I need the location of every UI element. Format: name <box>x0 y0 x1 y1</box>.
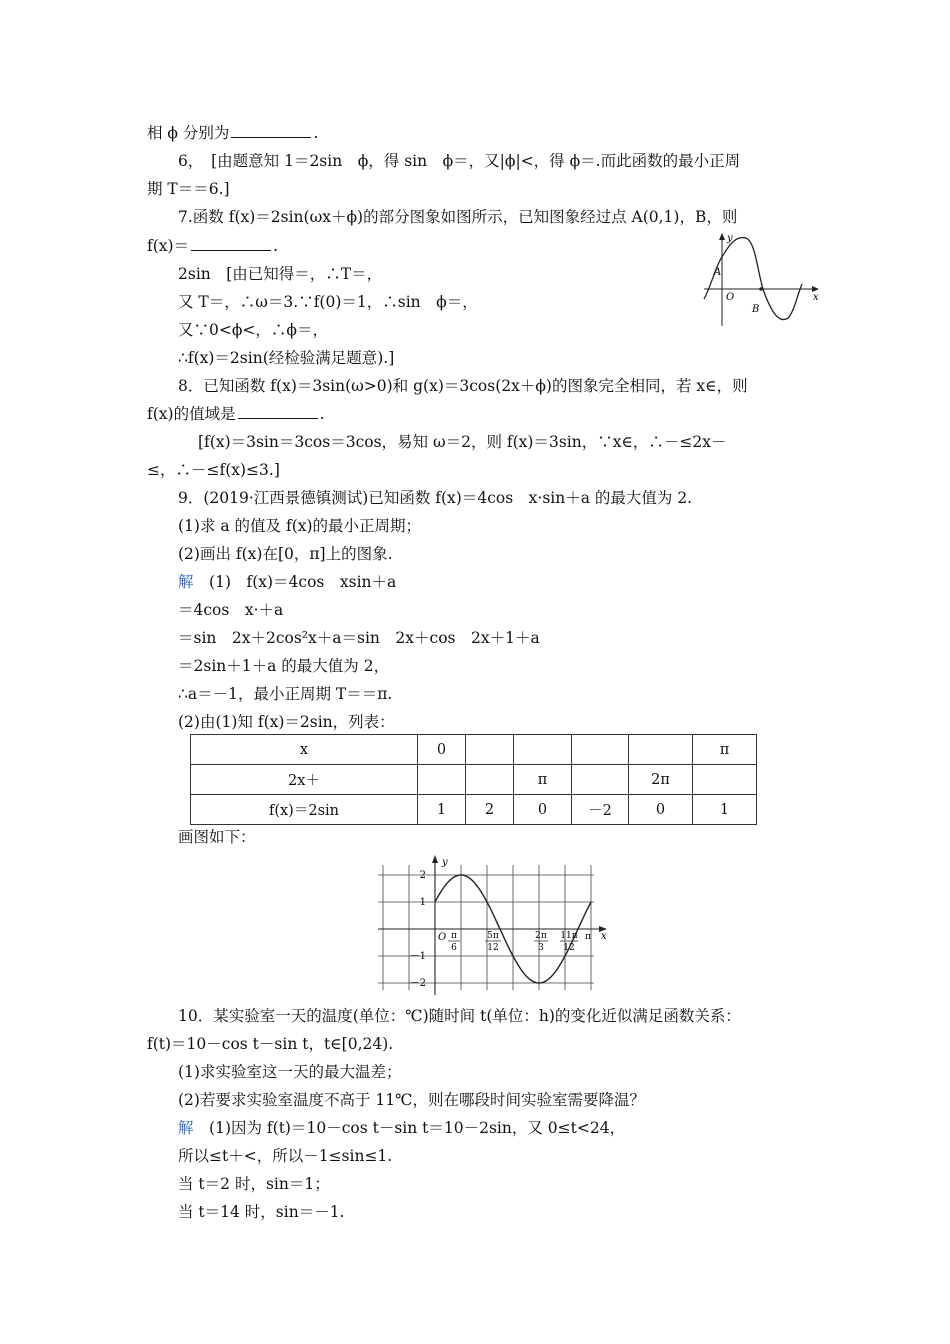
text-line: ＝4cos x·＋a <box>178 601 284 619</box>
y-tick-label: 1 <box>419 897 426 908</box>
text-line: (1)求实验室这一天的最大温差； <box>178 1063 402 1081</box>
table-cell: 2π <box>629 765 693 795</box>
table-cell: π <box>514 765 572 795</box>
text-line: 7.函数 f(x)＝2sin(ωx＋ϕ)的部分图象如图所示，已知图象经过点 A(0,1)，B，则 <box>178 208 738 226</box>
table-cell <box>693 765 757 795</box>
y-tick-label: －1 <box>409 951 426 962</box>
y-tick-label: －2 <box>409 978 426 989</box>
point-b <box>759 287 763 291</box>
x-tick-label: 5π <box>487 931 499 941</box>
text-line: 8．已知函数 f(x)＝3sin(ω>0)和 g(x)＝3cos(2x＋ϕ)的图象完全相同，若 x∈，则 <box>178 377 748 395</box>
text-line: ∴f(x)＝2sin(经检验满足题意).] <box>178 349 395 367</box>
sine-figure-small <box>700 228 825 328</box>
table-cell <box>629 735 693 765</box>
text-line: 2sin [由已知得＝，∴T＝， <box>178 265 383 283</box>
x-tick-label: π <box>585 932 591 942</box>
table-cell: 2x＋ <box>191 765 418 795</box>
y-axis-arrow-icon <box>719 233 725 240</box>
table-cell: －2 <box>572 795 629 825</box>
text-line: 所以≤t＋<，所以－1≤sin≤1. <box>178 1147 393 1165</box>
origin-label: O <box>726 292 735 303</box>
table-cell <box>418 765 466 795</box>
text-line: (1)求 a 的值及 f(x)的最小正周期； <box>178 517 422 535</box>
text-line: 10．某实验室一天的温度(单位：℃)随时间 t(单位：h)的变化近似满足函数关系： <box>178 1007 741 1025</box>
table-cell <box>466 765 514 795</box>
origin-label: O <box>438 932 447 943</box>
text-line: (2)由(1)知 f(x)＝2sin，列表： <box>178 713 395 731</box>
table-cell: 0 <box>418 735 466 765</box>
x-tick-label: 12 <box>487 943 499 953</box>
text-line: (2)画出 f(x)在[0，π]上的图象. <box>178 545 393 563</box>
solution-label: 解 <box>178 573 194 591</box>
text-line: f(x)＝ . <box>147 237 279 255</box>
x-tick-label: π <box>451 931 457 941</box>
table-cell: 1 <box>418 795 466 825</box>
point-b-label: B <box>752 304 760 315</box>
text-line: ＝2sin＋1＋a 的最大值为 2， <box>178 657 390 675</box>
text-line: ∴a＝－1，最小正周期 T＝＝π. <box>178 685 393 703</box>
table-row <box>191 765 757 795</box>
x-tick-label: 3 <box>538 943 544 953</box>
x-label: x <box>601 931 607 942</box>
table-cell: f(x)＝2sin <box>191 795 418 825</box>
text-line: (2)若要求实验室温度不高于 11℃，则在哪段时间实验室需要降温？ <box>178 1091 645 1109</box>
table-cell: 0 <box>514 795 572 825</box>
text-line: 又 T＝，∴ω＝3.∵f(0)＝1，∴sin ϕ＝， <box>178 293 478 311</box>
text-line: f(t)＝10－cos t－sin t，t∈[0,24). <box>147 1035 394 1053</box>
text-line: 9．(2019·江西景德镇测试)已知函数 f(x)＝4cos x·sin＋a 的最大值为 2. <box>178 489 693 507</box>
text-line: 画图如下： <box>178 828 256 846</box>
table-cell: π <box>693 735 757 765</box>
table-cell: 0 <box>629 795 693 825</box>
table-cell: 1 <box>693 795 757 825</box>
text-line: 解 (1)因为 f(t)＝10－cos t－sin t＝10－2sin，又 0≤t<24， <box>178 1119 626 1137</box>
table-row <box>191 735 757 765</box>
x-tick-label: 2π <box>535 931 547 941</box>
x-tick-label: 6 <box>451 943 457 953</box>
table-cell: x <box>191 735 418 765</box>
table-row <box>191 795 757 825</box>
text-line: ＝sin 2x＋2cos²x＋a＝sin 2x＋cos 2x＋1＋a <box>178 629 540 647</box>
answer-blank[interactable] <box>191 236 271 251</box>
text-line: 6， [由题意知 1＝2sin ϕ，得 sin ϕ＝，又|ϕ|<，得 ϕ＝.而此函数的最小正周 <box>178 152 741 170</box>
text-line: [f(x)＝3sin＝3cos＝3cos，易知 ω＝2，则 f(x)＝3sin，∵x∈，∴－≤2x－ <box>198 433 727 451</box>
text-line: 相 ϕ 分别为 . <box>147 124 319 142</box>
text-line: 当 t＝2 时，sin＝1； <box>178 1175 330 1193</box>
table-cell <box>466 735 514 765</box>
table-cell: 2 <box>466 795 514 825</box>
text-line: f(x)的值域是 . <box>147 405 325 423</box>
x-tick-label: 12 <box>563 943 575 953</box>
table-cell <box>572 735 629 765</box>
text-line: 期 T＝＝6.] <box>147 180 230 198</box>
y-label: y <box>727 233 733 244</box>
y-axis-arrow-icon <box>432 855 438 863</box>
x-tick-labels <box>448 931 591 953</box>
point-a-label: A <box>714 267 722 278</box>
table-cell <box>572 765 629 795</box>
x-tick-label: 11π <box>560 931 578 941</box>
sine-grid-figure <box>370 853 615 998</box>
grid <box>378 865 594 990</box>
text-line: 解 (1) f(x)＝4cos xsin＋a <box>178 573 397 591</box>
y-tick-label: 2 <box>419 870 426 881</box>
table-cell <box>514 735 572 765</box>
answer-blank[interactable] <box>231 123 311 138</box>
x-label: x <box>813 292 819 303</box>
text-line: 当 t＝14 时，sin＝－1. <box>178 1203 345 1221</box>
text-line: 又∵0<ϕ<，∴ϕ＝， <box>178 321 328 339</box>
text-line: ≤，∴－≤f(x)≤3.] <box>147 461 280 479</box>
value-table <box>190 734 757 825</box>
solution-label: 解 <box>178 1119 194 1137</box>
answer-blank[interactable] <box>238 404 318 419</box>
y-label: y <box>442 857 448 868</box>
